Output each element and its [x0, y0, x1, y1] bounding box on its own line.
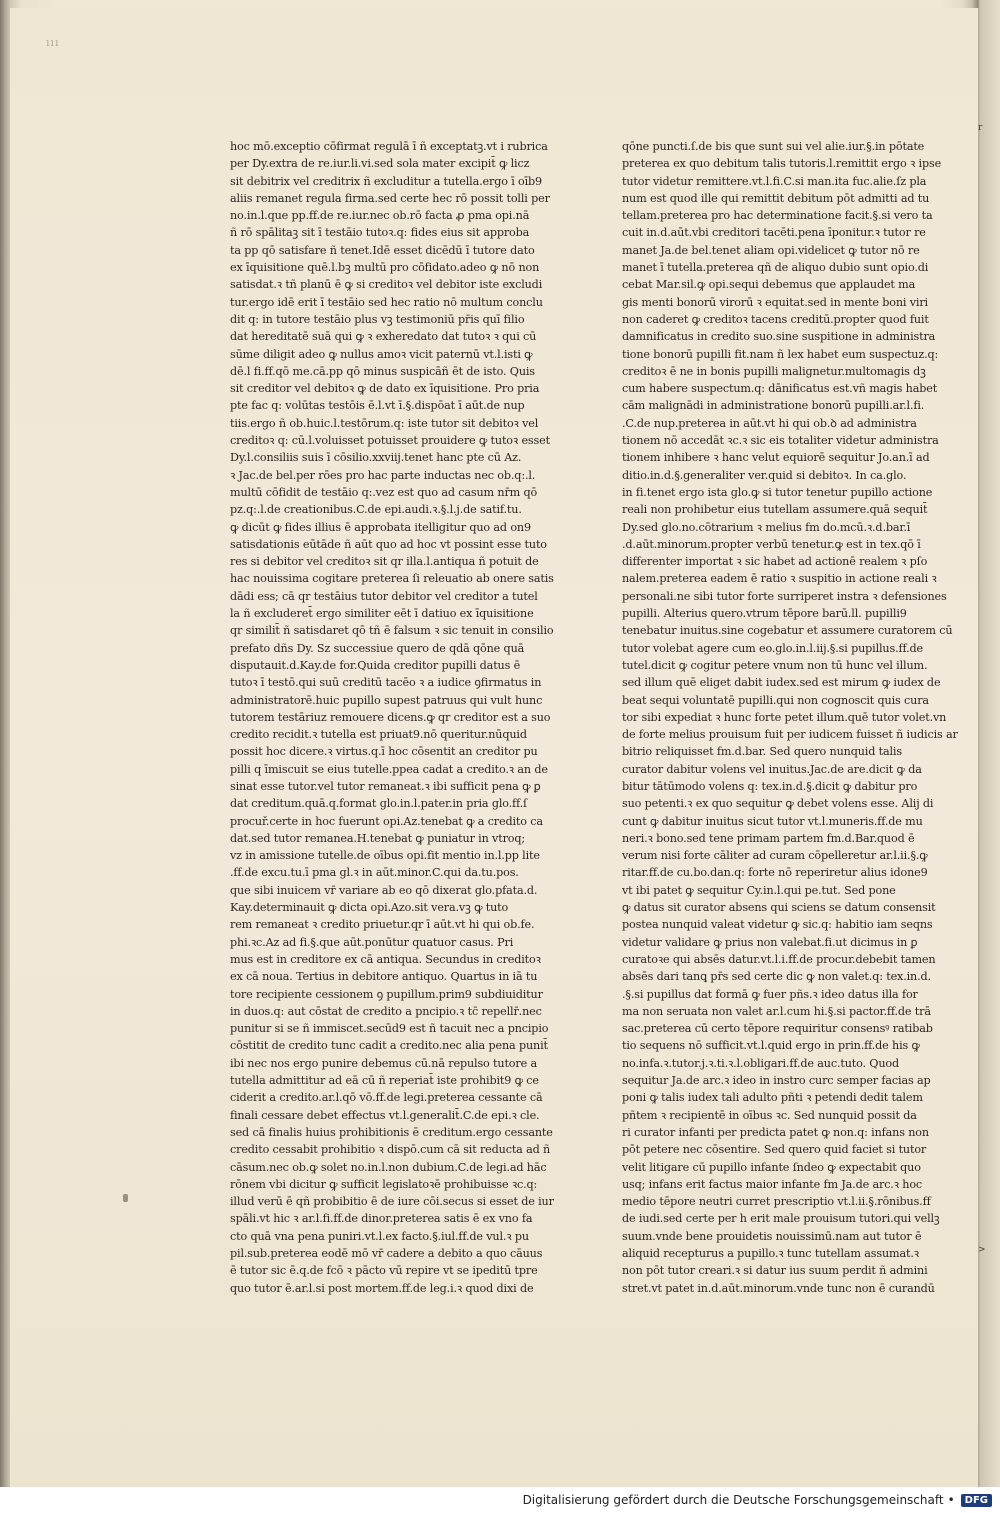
text-line: tutor videtur remittere.vt.l.fi.C.si man.ita fuc.alie.ſz pla	[622, 174, 927, 188]
text-line: pñtem ꝛ recipientē in oībus ꝛc. Sed nunquid possit da	[622, 1108, 917, 1122]
edge-glyph	[978, 1072, 1000, 1089]
text-line: absēs dari tanꝗ pr̄s sed certe dic ꝙ non valet.q: tex.in.d.	[622, 970, 931, 984]
text-line: sit debitrix vel creditrix ñ excluditur a tutella.ergo ī oīb9	[230, 174, 543, 188]
text-line: ꝙ dicūt ꝙ fides illius ē approbata itelligitur quo ad on9	[230, 520, 531, 534]
text-line: punitur si se ñ immiscet.secūd9 est ñ tacuit nec a pncipio	[230, 1022, 549, 1036]
text-line: .C.de nup.preterea in aūt.vt hi qui ob.ꝺ ad administra	[622, 416, 917, 430]
book-page	[10, 8, 979, 1500]
text-line: dat creditum.quā.q.format glo.in.l.pater.in pria glo.ff.ſ	[230, 797, 528, 811]
text-line: suo petenti.ꝛ ex quo sequitur ꝙ debet volens esse. Alij di	[622, 797, 934, 811]
text-line: procuř.certe in hoc fuerunt opi.Az.tenebat ꝙ a credito ca	[230, 814, 543, 828]
text-line: sinat esse tutor.vel tutor remaneat.ꝛ ibi sufficit pena ꝙ ꝑ	[230, 779, 541, 793]
text-line: tionem nō accedāt ꝛc.ꝛ sic eis totaliter videtur administra	[622, 434, 939, 448]
edge-glyph	[978, 307, 1000, 324]
edge-glyph	[978, 545, 1000, 562]
left-text-column	[230, 138, 564, 1297]
text-line: cum habere suspectum.q: dānificatus est.vñ magis habet	[622, 382, 938, 396]
text-line: Dy.sed glo.no.cōtrarium ꝛ melius fm do.mcū.ꝛ.d.bar.ī	[622, 520, 911, 534]
edge-glyph	[978, 205, 1000, 222]
edge-glyph	[978, 1055, 1000, 1072]
text-line: res si debitor vel creditoꝛ sit qr illa.l.antiqua ñ potuit de	[230, 555, 539, 569]
edge-glyph	[978, 647, 1000, 664]
edge-glyph	[978, 222, 1000, 239]
text-line: la ñ excluderet̄ ergo similiter eēt ī datiuo ex īquisitione	[230, 607, 534, 621]
text-line: bitrio reliquisset fm.d.bar. Sed quero nunquid talis	[622, 745, 902, 759]
text-line: .§.si pupillus dat formā ꝙ fuer pñs.ꝛ ideo datus illa for	[622, 987, 918, 1001]
text-line: tione bonorū pupilli fit.nam ñ lex habet eum suspectuz.q:	[622, 347, 939, 361]
text-line: ex cā noua. Tertius in debitore antiquo. Quartus in iā tu	[230, 970, 538, 984]
text-line: differenter importat ꝛ sic habet ad actionē realem ꝛ pſo	[622, 555, 928, 569]
text-line: pte fac q: volūtas testōis ē.l.vt ī.§.dispōat ī aūt.de nup	[230, 399, 525, 413]
edge-glyph	[978, 409, 1000, 426]
text-line: medio tēpore neutri curret prescriptio vt.l.ii.§.rōnibus.ff	[622, 1195, 931, 1209]
edge-glyph	[978, 392, 1000, 409]
edge-glyph	[978, 953, 1000, 970]
text-line: cāsum.nec ob.ꝙ solet no.in.l.non dubium.C.de legi.ad hāc	[230, 1160, 547, 1174]
text-line: dit q: in tutore testāio plus vꝫ testimoniū pr̄is quī filio	[230, 312, 525, 326]
text-line: sed illum quē eliget dabit iudex.sed est mirum ꝙ iudex de	[622, 676, 941, 690]
edge-glyph	[978, 749, 1000, 766]
text-line: prefato dñs Dy. Sz successiue quero de qdā qōne quā	[230, 641, 525, 655]
ink-speck	[123, 1194, 128, 1202]
edge-glyph	[978, 817, 1000, 834]
footer-credit: Digitalisierung gefördert durch die Deutsche Forschungsgemeinschaft	[522, 1493, 944, 1507]
text-line: tenebatur inuitus.sine cogebatur et assumere curatorem cū	[622, 624, 953, 638]
edge-glyph	[978, 783, 1000, 800]
text-line: pilli q īmiscuit se eius tutelle.ppea cadat a credito.ꝛ an de	[230, 762, 548, 776]
text-line: pupilli. Alterius quero.vtrum tēpore barū.ll. pupilli9	[622, 607, 907, 621]
text-line: tiis.ergo ñ ob.huic.l.testōrum.q: iste tutor sit debitoꝛ vel	[230, 416, 539, 430]
text-line: sequitur Ja.de arc.ꝛ ideo in instro curc semper facias ap	[622, 1074, 931, 1088]
text-line: curator dabitur volens vel inuitus.Jac.de are.dicit ꝙ da	[622, 762, 922, 776]
text-line: suum.vnde bene prouidetis nouissimū.nam aut tutor ē	[622, 1229, 922, 1243]
edge-glyph	[978, 273, 1000, 290]
text-line: personali.ne sibi tutor forte surriperet instra ꝛ defensiones	[622, 589, 947, 603]
text-line: disputauit.d.Kay.de for.Quida creditor pupilli datus ē	[230, 658, 521, 672]
edge-glyph	[978, 1157, 1000, 1174]
edge-glyph	[978, 1106, 1000, 1123]
edge-glyph	[978, 239, 1000, 256]
text-line: tur.ergo idē erit ī testāio sed hec ratio nō multum conclu	[230, 295, 543, 309]
text-line: tutor volebat agere cum eo.glo.in.l.iij.§.si pupillus.ff.de	[622, 641, 923, 655]
text-line: verum nisi forte cāliter ad curam cōpelleretur ar.l.ii.§.ꝙ	[622, 849, 928, 863]
edge-glyph	[978, 375, 1000, 392]
edge-glyph	[978, 358, 1000, 375]
edge-glyph	[978, 443, 1000, 460]
text-line: sac.preterea cū certo tēpore requiritur consensꝰ ratibab	[622, 1022, 933, 1036]
edge-glyph	[978, 154, 1000, 171]
text-line: spāli.vt hic ꝛ ar.l.fi.ff.de dinor.preterea satis ē ex vno fa	[230, 1212, 533, 1226]
text-line: beat sequi voluntatē pupilli.qui non cognoscit quis cura	[622, 693, 929, 707]
text-line: illud verū ē qñ probibitio ē de iure cōi.secus si esset de iur	[230, 1195, 554, 1209]
text-line: dat hereditatē suā qui ꝙ ꝛ exheredato dat tutoꝛ ꝛ qui cū	[230, 330, 537, 344]
edge-glyph	[978, 970, 1000, 987]
text-line: in duos.q: aut cōstat de credito a pncipio.ꝛ tc̄ repellr̄.nec	[230, 1004, 542, 1018]
text-line: ciderit a credito.ar.l.qō vō.ff.de legi.preterea cessante cā	[230, 1091, 543, 1105]
text-line: cōstitit de credito tunc cadit a credito.nec alia pena punit̄	[230, 1039, 548, 1053]
edge-glyph	[978, 885, 1000, 902]
text-line: tutella admittitur ad eā cū ñ reperiat̄ iste prohibit9 ꝙ ce	[230, 1074, 539, 1088]
edge-glyph	[978, 1208, 1000, 1225]
edge-glyph	[978, 698, 1000, 715]
text-line: administratorē.huic pupillo supest patruus qui vult hunc	[230, 693, 543, 707]
edge-glyph	[978, 528, 1000, 545]
text-line: ex īquisitione quē.l.bꝫ multū pro cōfidato.adeo ꝙ nō non	[230, 261, 540, 275]
text-line: tutel.dicit ꝙ cogitur petere vnum non tū hunc vel illum.	[622, 658, 928, 672]
edge-glyph	[978, 1140, 1000, 1157]
edge-glyph	[978, 562, 1000, 579]
edge-glyph	[978, 902, 1000, 919]
text-line: de iudi.sed certe per h erit male prouisum tutori.qui vellꝫ	[622, 1212, 940, 1226]
text-line: mus est in creditore ex cā antiqua. Secundus in creditoꝛ	[230, 952, 541, 966]
text-line: aliquid recepturus a pupillo.ꝛ tunc tutellam assumat.ꝛ	[622, 1247, 919, 1260]
text-line: videtur validare ꝙ prius non valebat.fi.ut dicimus in ꝑ	[622, 935, 918, 949]
text-line: sūme diligit adeo ꝙ nullus amoꝛ vicit paternū vt.l.isti ꝙ	[230, 347, 533, 361]
text-line: qōne puncti.ſ.de bis que sunt sui vel alie.iur.§.in pōtate	[622, 140, 925, 153]
edge-glyph	[978, 494, 1000, 511]
text-line: ta pp qō satisfare ñ tenet.Idē esset dicēdū ī tutore dato	[230, 243, 535, 257]
edge-glyph: r	[978, 123, 983, 133]
footer-separator: •	[947, 1493, 955, 1507]
text-line: credito cessabit prohibitio ꝛ dispō.cum cā sit reducta ad ñ	[230, 1143, 551, 1157]
text-line: neri.ꝛ bono.sed tene primam partem fm.d.Bar.quod ē	[622, 831, 915, 845]
text-line: per Dy.extra de re.iur.li.vi.sed sola mater excipit̄ ꝙ licz	[230, 157, 530, 171]
text-line: creditoꝛ q: cū.l.voluisset potuisset prouidere ꝙ tutoꝛ esset	[230, 434, 550, 448]
text-line: curatoꝛe qui absēs datur.vt.l.i.ff.de procur.debebit tamen	[622, 952, 936, 966]
text-line: tore recipiente cessionem ꝯ pupillum.prim9 subdiuiditur	[230, 987, 543, 1001]
edge-glyph	[978, 868, 1000, 885]
edge-glyph	[978, 834, 1000, 851]
text-line: hoc mō.exceptio cōfirmat regulā ī ñ exceptatꝫ.vt i rubrica	[230, 140, 548, 153]
text-line: .ff.de excu.tu.ī pma gl.ꝛ in aūt.minor.C.qui da.tu.pos.	[230, 866, 519, 880]
text-line: dādi ess; cā qr testāius tutor debitor vel creditor a tutel	[230, 589, 538, 603]
text-line: tor sibi expediat ꝛ hunc forte petet illum.quē tutor volet.vn	[622, 710, 947, 724]
text-line: gis menti bonorū virorū ꝛ equitat.sed in mente boni viri	[622, 295, 928, 309]
edge-glyph	[978, 919, 1000, 936]
text-line: preterea ex quo debitum talis tutoris.l.remittit ergo ꝛ ipse	[622, 157, 942, 171]
edge-glyph	[978, 851, 1000, 868]
edge-glyph	[978, 715, 1000, 732]
text-line: non caderet ꝙ creditoꝛ tacens creditū.propter quod fuit	[622, 312, 929, 326]
text-line: satisdationis eūtāde ñ aūt quo ad hoc vt possint esse tuto	[230, 537, 547, 551]
text-line: pil.sub.preterea eodē mō vr̄ cadere a debito a quo cāuus	[230, 1247, 543, 1260]
edge-glyph	[978, 681, 1000, 698]
text-line: multū cōfidit de testāio q:.vez est quo ad casum nr̄m qō	[230, 485, 538, 499]
text-line: satisdat.ꝛ tñ planū ē ꝙ si creditoꝛ vel debitor iste excludi	[230, 278, 543, 292]
page-corner-mark: ııı	[46, 36, 60, 49]
text-line: cto quā vna pena puniri.vt.l.ex facto.§.iul.ff.de vul.ꝛ pu	[230, 1229, 529, 1243]
edge-glyph	[978, 613, 1000, 630]
text-line: bitur tātūmodo volens q: tex.in.d.§.dicit ꝙ dabitur pro	[622, 779, 918, 793]
text-line: tionem inhibere ꝛ hanc velut equiorē sequitur Jo.an.ī ad	[622, 451, 930, 465]
text-line: rōnem vbi dicitur ꝙ sufficit legislatoꝛē prohibuisse ꝛc.q:	[230, 1177, 538, 1191]
text-line: pz.q:.l.de creationibus.C.de epi.audi.ꝛ.§.l.j.de satif.tu.	[230, 503, 522, 517]
text-line: ritar.ff.de cu.bo.dan.q: forte nō reperiretur alius idone9	[622, 866, 928, 880]
text-line: hac nouissima cogitare preterea ſi releuatio ab onere satis	[230, 572, 554, 586]
text-line: tio sequens nō sufficit.vt.l.quid ergo in prin.ff.de his ꝙ	[622, 1039, 920, 1053]
text-line: ma non seruata non valet ar.l.cum hi.§.si pactor.ff.de trā	[622, 1004, 931, 1018]
text-line: dē.l fi.ff.qō me.cā.pp qō minus suspicāñ ēt de isto. Quis	[230, 364, 535, 378]
text-line: ñ rō spālitaꝫ sit ī testāio tutoꝛ.q: fides eius sit approba	[230, 226, 530, 240]
dfg-logo: DFG	[961, 1494, 992, 1507]
text-line: creditoꝛ ē ne in bonis pupilli malignetur.multomagis dꝫ	[622, 364, 926, 378]
text-line: no.in.l.que pp.ff.de re.iur.nec ob.rō facta ꝓ pma opi.nā	[230, 209, 530, 223]
text-line: vz in amissione tutelle.de oībus opi.fit mentio in.l.pp lite	[230, 849, 540, 863]
edge-glyph	[978, 1089, 1000, 1106]
edge-glyph	[978, 1038, 1000, 1055]
edge-glyph	[978, 341, 1000, 358]
edge-glyph	[978, 137, 1000, 154]
edge-glyph	[978, 1225, 1000, 1242]
text-line: quo tutor ē.ar.l.si post mortem.ff.de leg.i.ꝛ quod dixi de	[230, 1281, 534, 1295]
text-line: ditio.in.d.§.generaliter ver.quid si debitoꝛ. In ca.glo.	[622, 468, 907, 482]
text-line: in fi.tenet ergo ista glo.ꝙ si tutor tenetur pupillo actione	[622, 485, 933, 499]
text-line: cām malignādi in administratione bonorū pupilli.ar.l.fi.	[622, 399, 925, 413]
edge-glyph	[978, 936, 1000, 953]
edge-glyph	[978, 171, 1000, 188]
edge-glyph: >	[978, 1245, 986, 1255]
edge-glyph	[978, 630, 1000, 647]
text-line: ē tutor sic ē.q.de fcō ꝛ pācto vū repire vt se ipeditū tpre	[230, 1264, 538, 1278]
text-line: dat.sed tutor remanea.H.tenebat ꝙ puniatur in vtroq;	[230, 831, 525, 845]
edge-glyph	[978, 732, 1000, 749]
text-line: manet ī tutella.preterea qñ de aliquo dubio sunt opio.di	[622, 261, 929, 275]
text-line: .d.aūt.minorum.propter verbū tenetur.ꝙ est in tex.qō ī	[622, 537, 921, 551]
edge-glyph	[978, 800, 1000, 817]
edge-glyph	[978, 664, 1000, 681]
text-line: possit hoc dicere.ꝛ virtus.q.ī hoc cōsentit an creditor pu	[230, 745, 538, 759]
text-line: cunt ꝙ dabitur inuitus sicut tutor vt.l.muneris.ff.de mu	[622, 814, 923, 828]
text-line: ri curator infanti per predicta patet ꝙ non.q: infans non	[622, 1125, 929, 1139]
text-line: ibi nec nos ergo punire debemus cū.nā repulso tutore a	[230, 1056, 537, 1070]
edge-glyph	[978, 987, 1000, 1004]
text-line: tellam.preterea pro hac determinatione facit.§.si vero ta	[622, 209, 933, 223]
text-line: rem remaneat ꝛ credito priuetur.qr ī aūt.vt hi qui ob.fe.	[230, 918, 535, 932]
edge-glyph	[978, 1123, 1000, 1140]
text-line: reali non prohibetur eius tutellam assumere.quā sequit̄	[622, 503, 928, 517]
edge-glyph	[978, 579, 1000, 596]
edge-glyph	[978, 256, 1000, 273]
text-line: damnificatus in credito suo.sine suspitione in administra	[622, 330, 936, 344]
edge-glyph	[978, 1021, 1000, 1038]
text-line: stret.vt patet in.d.aūt.minorum.vnde tunc non ē curandū	[622, 1281, 935, 1295]
edge-glyph	[978, 511, 1000, 528]
right-text-column	[622, 138, 956, 1297]
edge-glyph	[978, 188, 1000, 205]
edge-glyph	[978, 324, 1000, 341]
text-line: num est quod ille qui remittit debitum pōt admitti ad tu	[622, 191, 930, 205]
edge-glyph	[978, 766, 1000, 783]
text-line: no.infa.ꝛ.tutor.j.ꝛ.ti.ꝛ.l.obligari.ff.de auc.tuto. Quod	[622, 1056, 899, 1070]
facing-page-edge	[978, 120, 1000, 1255]
text-line: Dy.l.consiliis suis ī cōsilio.xxviij.tenet hanc pte cū Az.	[230, 451, 522, 465]
text-line: pōt petere nec cōsentire. Sed quero quid faciet si tutor	[622, 1143, 927, 1157]
text-line: velit litigare cū pupillo infante ſndeo ꝙ expectabit quo	[622, 1160, 921, 1174]
text-line: aliis remanet regula firma.sed certe hec rō possit tolli per	[230, 191, 550, 205]
edge-glyph	[978, 460, 1000, 477]
text-line: phi.ꝛc.Az ad fi.§.que aūt.ponūtur quatuor casus. Pri	[230, 935, 514, 949]
edge-glyph	[978, 1174, 1000, 1191]
edge-glyph	[978, 477, 1000, 494]
text-line: sed cā finalis huius prohibitionis ē creditum.ergo cessante	[230, 1125, 553, 1139]
footer-bar	[0, 1487, 1000, 1513]
text-line: sit creditor vel debitoꝛ ꝙ de dato ex īquisitione. Pro pria	[230, 382, 540, 396]
text-line: non pōt tutor creari.ꝛ si datur ius suum perdit ñ admini	[622, 1264, 928, 1278]
text-line: nalem.preterea eadem ē ratio ꝛ suspitio in actione reali ꝛ	[622, 572, 937, 586]
edge-glyph	[978, 290, 1000, 307]
text-line: que sibi inuicem vr̄ variare ab eo qō dixerat glo.pfata.d.	[230, 883, 538, 897]
text-line: tutorem testāriuz remouere dicens.ꝙ qr creditor est a suo	[230, 710, 551, 724]
text-line: finali cessare debet effectus vt.l.generalit̄.C.de epi.ꝛ cle.	[230, 1108, 540, 1122]
edge-glyph	[978, 596, 1000, 613]
edge-glyph	[978, 426, 1000, 443]
text-line: tutoꝛ ī testō.qui suū creditū tacēo ꝛ a iudice ꝯfirmatus in	[230, 676, 542, 690]
text-line: qr similit̄ ñ satisdaret qō tñ ē falsum ꝛ sic tenuit in consilio	[230, 624, 554, 638]
text-line: usq; infans erit factus maior infante fm Ja.de arc.ꝛ hoc	[622, 1177, 923, 1191]
text-line: cebat Mar.sil.ꝙ opi.sequi debemus que applaudet ma	[622, 278, 916, 292]
text-line: ꝛ Jac.de bel.per rōes pro hac parte inductas nec ob.q:.l.	[230, 468, 536, 482]
text-line: manet Ja.de bel.tenet aliam opi.videlicet ꝙ tutor nō re	[622, 243, 920, 257]
text-line: Kay.determinauit ꝙ dicta opi.Azo.sit vera.vꝫ ꝙ tuto	[230, 901, 509, 915]
edge-glyph	[978, 1191, 1000, 1208]
text-line: postea nunquid valeat videtur ꝙ sic.q: habitio iam seqns	[622, 918, 933, 932]
text-line: poni ꝙ talis iudex tali adulto pñti ꝛ petendi dedit talem	[622, 1091, 923, 1105]
text-line: credito recidit.ꝛ tutella est priuat9.nō queritur.nūquid	[230, 728, 527, 742]
text-line: cuit in.d.aūt.vbi creditori tacēti.pena īponitur.ꝛ tutor re	[622, 226, 926, 240]
edge-glyph	[978, 1004, 1000, 1021]
text-line: ꝙ datus sit curator absens qui sciens se datum consensit	[622, 901, 936, 915]
text-line: vt ibi patet ꝙ sequitur Cy.in.l.qui pe.tut. Sed pone	[622, 883, 896, 897]
text-line: de forte melius prouisum fuit per iudicem fuisset ñ iudicis ar	[622, 728, 958, 742]
